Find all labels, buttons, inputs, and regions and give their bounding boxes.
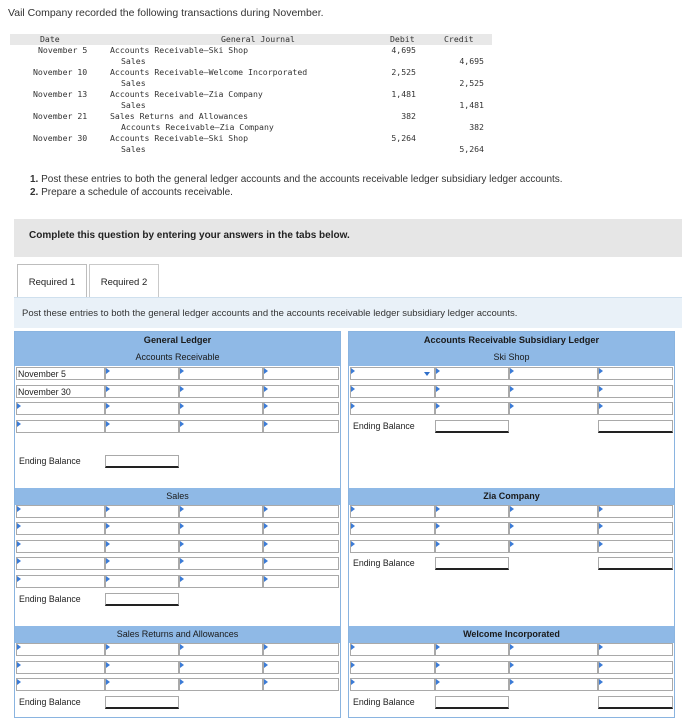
general-ledger-title: General Ledger <box>15 332 340 349</box>
subsidiary-ledger-title: Accounts Receivable Subsidiary Ledger <box>349 332 674 349</box>
amount-input[interactable] <box>435 678 509 691</box>
amount-input[interactable] <box>105 385 179 398</box>
tab-required-2[interactable] <box>89 264 159 297</box>
instruction-2-number: 2. <box>30 187 39 198</box>
amount-input[interactable] <box>179 678 263 691</box>
amount-input[interactable] <box>179 505 263 518</box>
amount-input[interactable] <box>179 522 263 535</box>
journal-debit: 1,481 <box>391 89 416 99</box>
journal-row <box>10 89 492 100</box>
amount-input[interactable] <box>263 678 339 691</box>
journal-date: November 21 <box>33 111 88 121</box>
journal-row <box>10 144 492 155</box>
journal-row <box>10 56 492 67</box>
date-input[interactable] <box>350 678 435 691</box>
journal-row <box>10 45 492 56</box>
amount-input[interactable] <box>179 402 263 415</box>
ending-balance-label: Ending Balance <box>353 421 415 431</box>
journal-account: Sales Returns and Allowances <box>110 111 249 121</box>
amount-input[interactable] <box>263 420 339 433</box>
ending-balance-input[interactable] <box>598 557 673 570</box>
instructions <box>30 173 563 199</box>
journal-account: Sales <box>121 56 146 66</box>
journal-account: Accounts Receivable—Ski Shop <box>110 133 249 143</box>
amount-input[interactable] <box>598 643 673 656</box>
ending-balance-label: Ending Balance <box>19 594 81 604</box>
amount-input[interactable] <box>263 661 339 674</box>
post-instruction-bar <box>14 297 682 328</box>
amount-input[interactable] <box>179 661 263 674</box>
amount-input[interactable] <box>435 367 509 380</box>
amount-input[interactable] <box>509 385 598 398</box>
amount-input[interactable] <box>263 522 339 535</box>
ar-label-nov-5: November 5 <box>18 369 66 379</box>
amount-input[interactable] <box>105 557 179 570</box>
amount-input[interactable] <box>179 575 263 588</box>
journal-credit: 1,481 <box>459 100 484 110</box>
amount-input[interactable] <box>179 385 263 398</box>
ending-balance-input[interactable] <box>435 420 509 433</box>
date-input[interactable] <box>350 661 435 674</box>
journal-account: Accounts Receivable—Zia Company <box>110 89 263 99</box>
journal-account: Sales <box>121 100 146 110</box>
date-input[interactable] <box>350 643 435 656</box>
zia-company-title: Zia Company <box>349 488 674 505</box>
journal-credit: 382 <box>469 122 484 132</box>
amount-input[interactable] <box>105 420 179 433</box>
welcome-incorporated-title: Welcome Incorporated <box>349 626 674 643</box>
tab-required-1-label: Required 1 <box>28 277 76 288</box>
amount-input[interactable] <box>509 505 598 518</box>
amount-input[interactable] <box>179 557 263 570</box>
ending-balance-input[interactable] <box>598 696 673 709</box>
date-input[interactable] <box>16 522 105 535</box>
journal-credit: 4,695 <box>459 56 484 66</box>
date-input[interactable] <box>16 557 105 570</box>
journal-row <box>10 67 492 78</box>
date-input[interactable] <box>350 385 435 398</box>
tab-required-2-label: Required 2 <box>100 277 148 288</box>
amount-input[interactable] <box>105 643 179 656</box>
instruction-2: Prepare a schedule of accounts receivable. <box>41 187 233 198</box>
amount-input[interactable] <box>435 402 509 415</box>
amount-input[interactable] <box>263 557 339 570</box>
amount-input[interactable] <box>179 540 263 553</box>
amount-input[interactable] <box>179 643 263 656</box>
journal-credit: 5,264 <box>459 144 484 154</box>
amount-input[interactable] <box>179 420 263 433</box>
amount-input[interactable] <box>509 661 598 674</box>
amount-input[interactable] <box>598 385 673 398</box>
intro-text: Vail Company recorded the following transactions during November. <box>8 7 324 19</box>
journal-row <box>10 100 492 111</box>
journal-account: Accounts Receivable—Welcome Incorporated <box>110 67 308 77</box>
general-ledger-panel <box>14 331 341 718</box>
amount-input[interactable] <box>598 402 673 415</box>
journal-debit: 382 <box>401 111 416 121</box>
amount-input[interactable] <box>435 522 509 535</box>
date-input[interactable] <box>350 367 435 380</box>
date-input[interactable] <box>350 522 435 535</box>
complete-question-box <box>14 219 682 257</box>
date-input[interactable] <box>16 505 105 518</box>
journal-date: November 13 <box>33 89 88 99</box>
ski-shop-title: Ski Shop <box>349 349 674 366</box>
amount-input[interactable] <box>263 385 339 398</box>
journal-debit-header: Debit <box>390 34 415 44</box>
journal-debit: 5,264 <box>391 133 416 143</box>
amount-input[interactable] <box>105 678 179 691</box>
journal-date-header: Date <box>40 34 60 44</box>
amount-input[interactable] <box>105 402 179 415</box>
instruction-1-number: 1. <box>30 174 39 185</box>
date-input[interactable] <box>16 402 105 415</box>
journal-debit: 4,695 <box>391 45 416 55</box>
returns-account-title: Sales Returns and Allowances <box>15 626 340 643</box>
amount-input[interactable] <box>598 522 673 535</box>
journal-account: Sales <box>121 144 146 154</box>
amount-input[interactable] <box>435 505 509 518</box>
amount-input[interactable] <box>105 540 179 553</box>
amount-input[interactable] <box>435 643 509 656</box>
journal-row <box>10 133 492 144</box>
subsidiary-ledger-panel <box>348 331 675 718</box>
ar-account-title: Accounts Receivable <box>15 349 340 366</box>
post-instruction: Post these entries to both the general ledger accounts and the accounts receivable ledger subsidiary ledger accounts. <box>22 308 518 319</box>
amount-input[interactable] <box>598 505 673 518</box>
ending-balance-input[interactable] <box>598 420 673 433</box>
date-input[interactable] <box>16 540 105 553</box>
ending-balance-input[interactable] <box>435 557 509 570</box>
amount-input[interactable] <box>435 540 509 553</box>
amount-input[interactable] <box>105 661 179 674</box>
amount-input[interactable] <box>263 367 339 380</box>
amount-input[interactable] <box>263 575 339 588</box>
amount-input[interactable] <box>509 402 598 415</box>
amount-input[interactable] <box>509 540 598 553</box>
date-input[interactable] <box>16 575 105 588</box>
amount-input[interactable] <box>509 522 598 535</box>
date-input[interactable] <box>16 420 105 433</box>
amount-input[interactable] <box>435 385 509 398</box>
ending-balance-label: Ending Balance <box>19 456 81 466</box>
amount-input[interactable] <box>105 367 179 380</box>
amount-input[interactable] <box>105 575 179 588</box>
sales-account-title: Sales <box>15 488 340 505</box>
date-input[interactable] <box>16 678 105 691</box>
ending-balance-input[interactable] <box>105 696 179 709</box>
journal-row <box>10 78 492 89</box>
amount-input[interactable] <box>263 643 339 656</box>
instruction-1: Post these entries to both the general ledger accounts and the accounts receivable ledger subsidiary ledger accounts. <box>41 174 563 185</box>
amount-input[interactable] <box>509 678 598 691</box>
date-input[interactable] <box>350 402 435 415</box>
ending-balance-input[interactable] <box>435 696 509 709</box>
amount-input[interactable] <box>509 643 598 656</box>
journal-date: November 30 <box>33 133 88 143</box>
amount-input[interactable] <box>598 540 673 553</box>
date-input[interactable] <box>16 661 105 674</box>
journal-credit-header: Credit <box>444 34 474 44</box>
ending-balance-label: Ending Balance <box>353 558 415 568</box>
tab-required-1[interactable] <box>17 264 87 297</box>
journal-account: Sales <box>121 78 146 88</box>
date-input[interactable] <box>16 643 105 656</box>
ar-label-nov-30: November 30 <box>18 387 71 397</box>
ending-balance-label: Ending Balance <box>353 697 415 707</box>
journal-row <box>10 122 492 133</box>
amount-input[interactable] <box>105 505 179 518</box>
amount-input[interactable] <box>263 505 339 518</box>
journal-title: General Journal <box>221 34 295 44</box>
ending-balance-label: Ending Balance <box>19 697 81 707</box>
amount-input[interactable] <box>598 661 673 674</box>
amount-input[interactable] <box>105 522 179 535</box>
journal-account: Accounts Receivable—Zia Company <box>121 122 274 132</box>
complete-prompt: Complete this question by entering your answers in the tabs below. <box>29 230 350 241</box>
journal-date: November 5 <box>38 45 88 55</box>
journal-row <box>10 111 492 122</box>
amount-input[interactable] <box>263 402 339 415</box>
journal-date: November 10 <box>33 67 88 77</box>
date-input[interactable] <box>350 540 435 553</box>
ending-balance-input[interactable] <box>105 455 179 468</box>
ending-balance-input[interactable] <box>105 593 179 606</box>
amount-input[interactable] <box>598 678 673 691</box>
journal-credit: 2,525 <box>459 78 484 88</box>
date-input[interactable] <box>350 505 435 518</box>
amount-input[interactable] <box>263 540 339 553</box>
journal-account: Accounts Receivable—Ski Shop <box>110 45 249 55</box>
amount-input[interactable] <box>179 367 263 380</box>
amount-input[interactable] <box>598 367 673 380</box>
journal-debit: 2,525 <box>391 67 416 77</box>
amount-input[interactable] <box>435 661 509 674</box>
amount-input[interactable] <box>509 367 598 380</box>
